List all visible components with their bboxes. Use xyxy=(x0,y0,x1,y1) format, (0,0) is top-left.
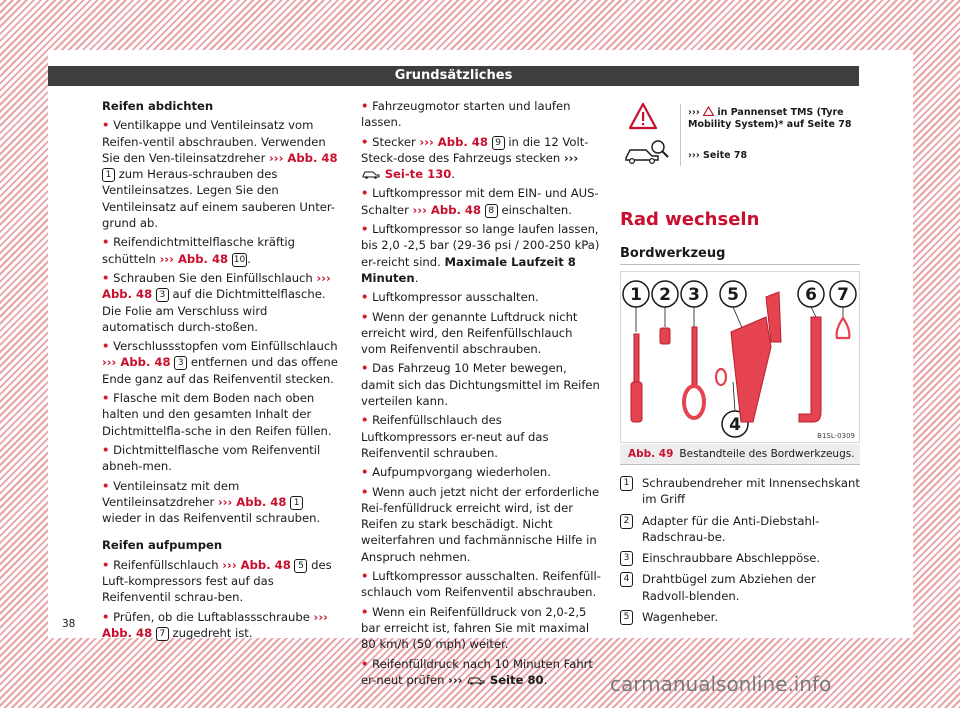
bullet-icon: • xyxy=(361,186,369,201)
figure-link[interactable]: ››› Abb. 48 xyxy=(269,150,338,165)
callout-6: 6 xyxy=(805,285,817,305)
bullet-icon: • xyxy=(361,569,369,584)
legend-item: 4 Drahtbügel zum Abziehen der Radvoll-blenden. xyxy=(620,571,860,604)
list-item: • Flasche mit dem Boden nach oben halten und den gesamten Inhalt der Dichtmittelfla-sche in den Reifen füllen. xyxy=(102,391,332,438)
car-book-icon xyxy=(466,674,486,685)
bullet-icon: • xyxy=(102,442,110,457)
warning-triangle-icon xyxy=(628,102,658,130)
list-item: • Aufpumpvorgang wiederholen. xyxy=(361,465,551,480)
figure-link[interactable]: ››› Abb. 48 xyxy=(222,557,291,572)
column-middle xyxy=(361,98,601,691)
callout-7: 7 xyxy=(837,285,849,305)
list-item: • Reifenfüllschlauch ››› Abb. 48 5 des Luft-kompressors fest auf das Reifenventil schrau-ben. xyxy=(102,557,332,605)
legend-item: 5 Wagenheber. xyxy=(620,609,860,625)
callout-2: 2 xyxy=(659,285,671,305)
bullet-icon: • xyxy=(361,309,369,324)
list-item: • Reifenfülldruck nach 10 Minuten Fahrt er-neut prüfen ››› Seite 80. xyxy=(361,656,593,687)
bullet-icon: • xyxy=(102,478,110,493)
list-item: • Verschlussstopfen vom Einfüllschlauch ››› Abb. 48 3 entfernen und das offene Ende ganz auf das Reifenventil stecken. xyxy=(102,339,338,386)
page-link[interactable]: Sei-te 130 xyxy=(384,167,452,182)
tools-illustration xyxy=(621,272,859,442)
list-item: • Wenn ein Reifenfülldruck von 2,0-2,5 bar erreicht ist, fahren Sie mit maximal 80 km/h (50 mph) weiter. xyxy=(361,604,590,652)
bullet-icon: • xyxy=(361,413,369,428)
legend-number: 4 xyxy=(620,572,633,587)
bullet-icon: • xyxy=(361,99,369,113)
figure-legend xyxy=(620,475,860,630)
callout-badge: 8 xyxy=(485,204,498,218)
callout-5: 5 xyxy=(727,285,739,305)
list-item: • Reifendichtmittelflasche kräftig schütteln ››› Abb. 48 10 . xyxy=(102,235,295,266)
bullet-icon: • xyxy=(361,134,369,149)
bullet-icon: • xyxy=(361,361,369,376)
section-subtitle: Bordwerkzeug xyxy=(620,246,726,261)
list-item: • Fahrzeugmotor starten und laufen lassen. xyxy=(361,99,571,130)
legend-number: 2 xyxy=(620,514,633,529)
legend-item: 3 Einschraubbare Abschleppöse. xyxy=(620,550,860,566)
figure-link[interactable]: ››› Abb. 48 xyxy=(217,494,287,509)
callout-badge: 1 xyxy=(102,168,115,182)
figure-link[interactable]: ››› Abb. 48 xyxy=(102,609,328,640)
warning-divider xyxy=(680,104,681,166)
page-reference[interactable]: ››› Seite 78 xyxy=(688,150,748,161)
bullet-icon: • xyxy=(361,465,369,480)
callout-4: 4 xyxy=(729,415,741,435)
figure-link[interactable]: ››› Abb. 48 xyxy=(102,270,331,302)
bullet-icon: • xyxy=(102,557,110,572)
bullet-icon: • xyxy=(102,118,110,133)
figure-link[interactable]: ››› Abb. 48 xyxy=(419,134,488,149)
divider xyxy=(620,264,860,265)
list-item: • Das Fahrzeug 10 Meter bewegen, damit sich das Dichtungsmittel im Reifen verteilen kann. xyxy=(361,361,600,409)
figure-link[interactable]: ››› Abb. 48 xyxy=(159,251,229,266)
legend-item: 1 Schraubendreher mit Innensechskant im Griff xyxy=(620,475,860,508)
callout-badge: 7 xyxy=(156,627,169,641)
callout-badge: 3 xyxy=(174,356,187,370)
legend-item: 2 Adapter für die Anti-Diebstahl-Radschrau-be. xyxy=(620,513,860,546)
page-number: 38 xyxy=(62,618,76,630)
section-title: Rad wechseln xyxy=(620,209,760,230)
list-item: • Prüfen, ob die Luftablassschraube ››› Abb. 48 7 zugedreht ist. xyxy=(102,609,328,640)
watermark: carmanualsonline.info xyxy=(610,672,832,696)
warning-box xyxy=(620,98,860,166)
bullet-icon: • xyxy=(102,270,110,285)
callout-3: 3 xyxy=(688,285,700,305)
bullet-icon: • xyxy=(102,391,110,406)
list-item: • Ventileinsatz mit dem Ventileinsatzdreher ››› Abb. 48 1 wieder in das Reifenventil schrauben. xyxy=(102,478,321,526)
callout-1: 1 xyxy=(630,285,642,305)
car-book-icon xyxy=(624,138,670,164)
list-item: • Wenn auch jetzt nicht der erforderliche Rei-fenfülldruck erreicht wird, ist der Reifen zu stark beschädigt. Nicht weiterfahren und fachmännische Hilfe in Anspruch nehmen. xyxy=(361,484,600,564)
page-header: Grundsätzliches xyxy=(48,66,859,86)
legend-number: 3 xyxy=(620,551,633,566)
callout-badge: 10 xyxy=(233,254,246,265)
bullet-icon: • xyxy=(361,484,369,499)
list-item: • Luftkompressor so lange laufen lassen, bis 2,0 -2,5 bar (29-36 psi / 200-250 kPa) er-reicht sind. Maximale Laufzeit 8 Minuten. xyxy=(361,222,600,285)
list-item: • Schrauben Sie den Einfüllschlauch ››› Abb. 48 3 auf die Dichtmittelflasche. Die Folie am Verschluss wird automatisch durch-stoßen. xyxy=(102,270,331,334)
callout-badge: 1 xyxy=(290,496,303,510)
bullet-icon: • xyxy=(361,290,369,305)
list-item: • Wenn der genannte Luftdruck nicht erreicht wird, den Reifenfüllschlauch vom Reifenventil abschrauben. xyxy=(361,309,578,357)
bullet-icon: • xyxy=(102,235,110,250)
callout-badge: 3 xyxy=(156,288,169,302)
warning-triangle-small-icon xyxy=(703,106,714,116)
legend-number: 5 xyxy=(620,610,633,625)
callout-badge: 5 xyxy=(294,559,307,573)
list-item: • Ventilkappe und Ventileinsatz vom Reifen-ventil abschrauben. Verwenden Sie den Ven-tileinsatzdreher ››› Abb. 48 1 zum Heraus-schrauben des Ventileinsatzes. Legen Sie den Ventileinsatz auf einem sauberen Unter-grund ab. xyxy=(102,118,338,231)
list-item: • Luftkompressor mit dem EIN- und AUS-Schalter ››› Abb. 48 8 einschalten. xyxy=(361,186,599,217)
figure-code: B1SL-0309 xyxy=(817,432,855,440)
tool-figure xyxy=(620,271,860,443)
car-book-icon xyxy=(361,168,381,179)
legend-number: 1 xyxy=(620,476,633,491)
figure-caption: Abb. 49 Bestandteile des Bordwerkzeugs. xyxy=(620,444,860,464)
list-item: • Stecker ››› Abb. 48 9 in die 12 Volt-Steck-dose des Fahrzeugs stecken ››› Sei-te 130. xyxy=(361,134,589,182)
warning-reference: ››› in Pannenset TMS (Tyre Mobility System)* auf Seite 78 xyxy=(688,107,852,130)
column-left xyxy=(102,98,342,644)
page-link[interactable]: Seite 80 xyxy=(489,672,544,687)
bullet-icon: • xyxy=(102,339,110,354)
heading-reifen-aufpumpen: Reifen aufpumpen xyxy=(102,538,223,553)
bullet-icon: • xyxy=(361,222,369,237)
list-item: • Luftkompressor ausschalten. xyxy=(361,290,539,305)
figure-link[interactable]: ››› Abb. 48 xyxy=(412,202,482,217)
list-item: • Dichtmittelflasche vom Reifenventil abneh-men. xyxy=(102,442,321,474)
heading-reifen-abdichten: Reifen abdichten xyxy=(102,99,214,113)
divider xyxy=(620,464,860,465)
bullet-icon: • xyxy=(102,609,110,624)
bullet-icon: • xyxy=(361,656,369,671)
figure-link[interactable]: ››› Abb. 48 xyxy=(102,355,171,370)
callout-badge: 9 xyxy=(492,136,505,150)
list-item: • Luftkompressor ausschalten. Reifenfüll-schlauch vom Reifenventil abschrauben. xyxy=(361,569,601,600)
bullet-icon: • xyxy=(361,604,369,619)
list-item: • Reifenfüllschlauch des Luftkompressors er-neut auf das Reifenventil schrauben. xyxy=(361,413,549,460)
